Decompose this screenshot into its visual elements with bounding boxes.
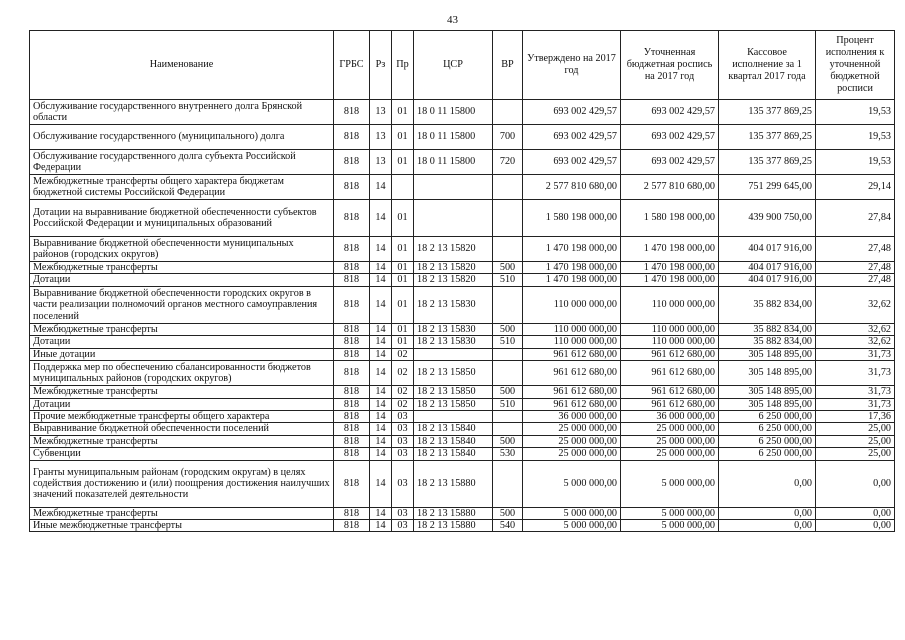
cell-rz: 14 [370, 460, 392, 507]
cell-rz: 14 [370, 361, 392, 386]
budget-table [29, 30, 895, 532]
cell-refined: 25 000 000,00 [621, 448, 719, 460]
cell-rz: 13 [370, 150, 392, 175]
cell-percent: 27,48 [816, 237, 895, 262]
cell-pr [392, 175, 414, 200]
table-row [30, 386, 895, 398]
cell-rz: 14 [370, 435, 392, 447]
cell-csr: 18 2 13 15820 [414, 262, 493, 274]
cell-csr: 18 0 11 15800 [414, 125, 493, 150]
cell-name: Выравнивание бюджетной обеспеченности городских округов в части реализации полномочий органов местного самоуправления поселений [30, 286, 334, 323]
header-approved: Утверждено на 2017 год [523, 31, 621, 100]
table-row [30, 274, 895, 286]
cell-percent: 27,84 [816, 200, 895, 237]
cell-vr: 700 [493, 125, 523, 150]
cell-grbs: 818 [334, 348, 370, 360]
cell-pr: 01 [392, 200, 414, 237]
cell-csr: 18 0 11 15800 [414, 150, 493, 175]
cell-rz: 14 [370, 200, 392, 237]
table-row [30, 348, 895, 360]
cell-pr: 01 [392, 262, 414, 274]
cell-grbs: 818 [334, 175, 370, 200]
cell-grbs: 818 [334, 262, 370, 274]
cell-grbs: 818 [334, 274, 370, 286]
cell-refined: 961 612 680,00 [621, 398, 719, 410]
table-row [30, 150, 895, 175]
cell-csr: 18 2 13 15840 [414, 435, 493, 447]
cell-percent: 29,14 [816, 175, 895, 200]
cell-refined: 36 000 000,00 [621, 410, 719, 422]
cell-name: Иные дотации [30, 348, 334, 360]
cell-approved: 961 612 680,00 [523, 361, 621, 386]
cell-approved: 25 000 000,00 [523, 435, 621, 447]
cell-approved: 961 612 680,00 [523, 386, 621, 398]
cell-refined: 1 580 198 000,00 [621, 200, 719, 237]
cell-grbs: 818 [334, 286, 370, 323]
cell-vr: 510 [493, 274, 523, 286]
cell-csr: 18 2 13 15830 [414, 286, 493, 323]
cell-pr: 01 [392, 100, 414, 125]
table-row [30, 423, 895, 435]
cell-refined: 5 000 000,00 [621, 520, 719, 532]
cell-cash: 305 148 895,00 [719, 361, 816, 386]
cell-vr [493, 410, 523, 422]
cell-rz: 14 [370, 410, 392, 422]
cell-refined: 25 000 000,00 [621, 423, 719, 435]
cell-vr [493, 175, 523, 200]
cell-rz: 14 [370, 398, 392, 410]
cell-cash: 0,00 [719, 507, 816, 519]
cell-grbs: 818 [334, 520, 370, 532]
cell-approved: 1 470 198 000,00 [523, 274, 621, 286]
cell-name: Гранты муниципальным районам (городским округам) в целях содействия достижению и (или) поощрения достижения наилучших значений показателей деятельности [30, 460, 334, 507]
table-row [30, 448, 895, 460]
cell-rz: 14 [370, 286, 392, 323]
cell-percent: 0,00 [816, 520, 895, 532]
cell-approved: 110 000 000,00 [523, 336, 621, 348]
table-row [30, 410, 895, 422]
cell-pr: 02 [392, 398, 414, 410]
cell-percent: 27,48 [816, 262, 895, 274]
cell-name: Межбюджетные трансферты [30, 435, 334, 447]
table-row [30, 286, 895, 323]
cell-pr: 03 [392, 435, 414, 447]
table-row [30, 237, 895, 262]
cell-cash: 6 250 000,00 [719, 448, 816, 460]
cell-cash: 305 148 895,00 [719, 348, 816, 360]
header-vr: ВР [493, 31, 523, 100]
cell-name: Межбюджетные трансферты [30, 262, 334, 274]
cell-rz: 14 [370, 274, 392, 286]
cell-cash: 6 250 000,00 [719, 435, 816, 447]
cell-rz: 14 [370, 175, 392, 200]
cell-rz: 14 [370, 520, 392, 532]
cell-cash: 135 377 869,25 [719, 100, 816, 125]
cell-cash: 751 299 645,00 [719, 175, 816, 200]
cell-vr [493, 361, 523, 386]
table-row [30, 200, 895, 237]
cell-refined: 1 470 198 000,00 [621, 262, 719, 274]
cell-name: Прочие межбюджетные трансферты общего характера [30, 410, 334, 422]
cell-percent: 19,53 [816, 150, 895, 175]
table-row [30, 336, 895, 348]
table-row [30, 520, 895, 532]
table-row [30, 361, 895, 386]
cell-percent: 17,36 [816, 410, 895, 422]
table-row [30, 507, 895, 519]
cell-csr [414, 410, 493, 422]
cell-name: Обслуживание государственного внутреннего долга Брянской области [30, 100, 334, 125]
cell-refined: 693 002 429,57 [621, 125, 719, 150]
cell-percent: 32,62 [816, 336, 895, 348]
cell-approved: 25 000 000,00 [523, 448, 621, 460]
cell-grbs: 818 [334, 410, 370, 422]
cell-vr: 500 [493, 507, 523, 519]
cell-grbs: 818 [334, 386, 370, 398]
cell-grbs: 818 [334, 423, 370, 435]
cell-approved: 961 612 680,00 [523, 398, 621, 410]
cell-name: Дотации [30, 336, 334, 348]
cell-name: Дотации [30, 274, 334, 286]
cell-vr: 540 [493, 520, 523, 532]
cell-csr: 18 2 13 15850 [414, 386, 493, 398]
cell-name: Обслуживание государственного (муниципального) долга [30, 125, 334, 150]
header-pr: Пр [392, 31, 414, 100]
cell-vr [493, 348, 523, 360]
cell-pr: 01 [392, 237, 414, 262]
cell-approved: 5 000 000,00 [523, 520, 621, 532]
cell-refined: 25 000 000,00 [621, 435, 719, 447]
cell-vr [493, 460, 523, 507]
cell-percent: 25,00 [816, 448, 895, 460]
cell-refined: 961 612 680,00 [621, 386, 719, 398]
cell-rz: 13 [370, 125, 392, 150]
cell-csr [414, 348, 493, 360]
cell-name: Выравнивание бюджетной обеспеченности поселений [30, 423, 334, 435]
cell-percent: 0,00 [816, 460, 895, 507]
table-row [30, 175, 895, 200]
cell-csr: 18 2 13 15850 [414, 361, 493, 386]
cell-pr: 02 [392, 361, 414, 386]
cell-vr [493, 237, 523, 262]
cell-pr: 03 [392, 448, 414, 460]
cell-percent: 32,62 [816, 323, 895, 335]
cell-vr [493, 423, 523, 435]
cell-vr [493, 100, 523, 125]
cell-vr: 500 [493, 323, 523, 335]
cell-pr: 02 [392, 386, 414, 398]
cell-grbs: 818 [334, 460, 370, 507]
cell-approved: 5 000 000,00 [523, 460, 621, 507]
cell-cash: 135 377 869,25 [719, 150, 816, 175]
cell-approved: 693 002 429,57 [523, 150, 621, 175]
cell-approved: 25 000 000,00 [523, 423, 621, 435]
cell-csr [414, 200, 493, 237]
cell-rz: 14 [370, 386, 392, 398]
cell-vr: 720 [493, 150, 523, 175]
cell-grbs: 818 [334, 323, 370, 335]
cell-csr: 18 2 13 15880 [414, 520, 493, 532]
cell-rz: 14 [370, 336, 392, 348]
cell-approved: 110 000 000,00 [523, 323, 621, 335]
header-grbs: ГРБС [334, 31, 370, 100]
cell-name: Обслуживание государственного долга субъекта Российской Федерации [30, 150, 334, 175]
cell-name: Межбюджетные трансферты [30, 386, 334, 398]
cell-cash: 404 017 916,00 [719, 237, 816, 262]
cell-percent: 27,48 [816, 274, 895, 286]
header-refined: Уточненная бюджетная роспись на 2017 год [621, 31, 719, 100]
cell-pr: 03 [392, 423, 414, 435]
cell-percent: 0,00 [816, 507, 895, 519]
cell-grbs: 818 [334, 200, 370, 237]
cell-cash: 135 377 869,25 [719, 125, 816, 150]
cell-cash: 35 882 834,00 [719, 286, 816, 323]
cell-name: Межбюджетные трансферты общего характера бюджетам бюджетной системы Российской Федерации [30, 175, 334, 200]
table-row [30, 460, 895, 507]
cell-approved: 36 000 000,00 [523, 410, 621, 422]
cell-grbs: 818 [334, 507, 370, 519]
cell-csr: 18 2 13 15880 [414, 460, 493, 507]
cell-vr [493, 286, 523, 323]
cell-refined: 110 000 000,00 [621, 286, 719, 323]
cell-refined: 693 002 429,57 [621, 150, 719, 175]
cell-cash: 404 017 916,00 [719, 274, 816, 286]
cell-name: Дотации на выравнивание бюджетной обеспеченности субъектов Российской Федерации и муниципальных образований [30, 200, 334, 237]
cell-grbs: 818 [334, 336, 370, 348]
cell-approved: 1 470 198 000,00 [523, 237, 621, 262]
cell-cash: 0,00 [719, 520, 816, 532]
cell-refined: 5 000 000,00 [621, 460, 719, 507]
cell-csr: 18 2 13 15840 [414, 448, 493, 460]
cell-refined: 961 612 680,00 [621, 361, 719, 386]
cell-pr: 03 [392, 460, 414, 507]
cell-refined: 961 612 680,00 [621, 348, 719, 360]
cell-percent: 31,73 [816, 398, 895, 410]
cell-pr: 03 [392, 410, 414, 422]
cell-grbs: 818 [334, 237, 370, 262]
cell-approved: 5 000 000,00 [523, 507, 621, 519]
cell-pr: 01 [392, 274, 414, 286]
cell-name: Выравнивание бюджетной обеспеченности муниципальных районов (городских округов) [30, 237, 334, 262]
cell-percent: 25,00 [816, 423, 895, 435]
cell-pr: 01 [392, 286, 414, 323]
cell-approved: 1 580 198 000,00 [523, 200, 621, 237]
cell-csr: 18 2 13 15840 [414, 423, 493, 435]
cell-refined: 110 000 000,00 [621, 336, 719, 348]
page-number: 43 [447, 14, 458, 26]
table-body [30, 100, 895, 532]
cell-rz: 14 [370, 323, 392, 335]
cell-percent: 19,53 [816, 125, 895, 150]
cell-rz: 14 [370, 423, 392, 435]
cell-name: Поддержка мер по обеспечению сбалансированности бюджетов муниципальных районов (городских округов) [30, 361, 334, 386]
cell-percent: 31,73 [816, 386, 895, 398]
cell-percent: 31,73 [816, 348, 895, 360]
cell-rz: 14 [370, 348, 392, 360]
header-rz: Рз [370, 31, 392, 100]
cell-vr [493, 200, 523, 237]
table-row [30, 125, 895, 150]
cell-cash: 35 882 834,00 [719, 336, 816, 348]
cell-rz: 14 [370, 237, 392, 262]
cell-percent: 32,62 [816, 286, 895, 323]
cell-csr: 18 2 13 15830 [414, 336, 493, 348]
table-row [30, 398, 895, 410]
cell-percent: 25,00 [816, 435, 895, 447]
cell-refined: 2 577 810 680,00 [621, 175, 719, 200]
cell-vr: 500 [493, 262, 523, 274]
cell-pr: 03 [392, 507, 414, 519]
cell-cash: 439 900 750,00 [719, 200, 816, 237]
cell-approved: 2 577 810 680,00 [523, 175, 621, 200]
cell-grbs: 818 [334, 150, 370, 175]
header-name: Наименование [30, 31, 334, 100]
cell-approved: 693 002 429,57 [523, 125, 621, 150]
cell-percent: 31,73 [816, 361, 895, 386]
table-row [30, 262, 895, 274]
cell-cash: 35 882 834,00 [719, 323, 816, 335]
cell-refined: 1 470 198 000,00 [621, 274, 719, 286]
table-row [30, 323, 895, 335]
cell-refined: 1 470 198 000,00 [621, 237, 719, 262]
cell-csr: 18 0 11 15800 [414, 100, 493, 125]
cell-cash: 305 148 895,00 [719, 398, 816, 410]
cell-pr: 01 [392, 323, 414, 335]
cell-percent: 19,53 [816, 100, 895, 125]
cell-name: Субвенции [30, 448, 334, 460]
cell-cash: 6 250 000,00 [719, 410, 816, 422]
cell-grbs: 818 [334, 361, 370, 386]
table-header-row [30, 31, 895, 100]
cell-vr: 510 [493, 336, 523, 348]
cell-name: Дотации [30, 398, 334, 410]
cell-approved: 1 470 198 000,00 [523, 262, 621, 274]
cell-approved: 961 612 680,00 [523, 348, 621, 360]
cell-name: Иные межбюджетные трансферты [30, 520, 334, 532]
cell-csr [414, 175, 493, 200]
table-row [30, 435, 895, 447]
header-percent: Процент исполнения к уточненной бюджетной росписи [816, 31, 895, 100]
cell-grbs: 818 [334, 100, 370, 125]
cell-pr: 01 [392, 336, 414, 348]
cell-approved: 693 002 429,57 [523, 100, 621, 125]
cell-pr: 01 [392, 125, 414, 150]
cell-refined: 693 002 429,57 [621, 100, 719, 125]
cell-cash: 305 148 895,00 [719, 386, 816, 398]
cell-cash: 404 017 916,00 [719, 262, 816, 274]
cell-vr: 500 [493, 435, 523, 447]
cell-csr: 18 2 13 15880 [414, 507, 493, 519]
cell-csr: 18 2 13 15820 [414, 237, 493, 262]
cell-grbs: 818 [334, 398, 370, 410]
cell-pr: 03 [392, 520, 414, 532]
cell-grbs: 818 [334, 435, 370, 447]
cell-approved: 110 000 000,00 [523, 286, 621, 323]
cell-cash: 6 250 000,00 [719, 423, 816, 435]
cell-csr: 18 2 13 15850 [414, 398, 493, 410]
cell-rz: 14 [370, 262, 392, 274]
cell-vr: 530 [493, 448, 523, 460]
cell-name: Межбюджетные трансферты [30, 323, 334, 335]
cell-rz: 14 [370, 448, 392, 460]
header-cash: Кассовое исполнение за 1 квартал 2017 года [719, 31, 816, 100]
cell-rz: 14 [370, 507, 392, 519]
cell-refined: 110 000 000,00 [621, 323, 719, 335]
table-row [30, 100, 895, 125]
cell-grbs: 818 [334, 125, 370, 150]
cell-cash: 0,00 [719, 460, 816, 507]
cell-refined: 5 000 000,00 [621, 507, 719, 519]
cell-grbs: 818 [334, 448, 370, 460]
header-csr: ЦСР [414, 31, 493, 100]
cell-rz: 13 [370, 100, 392, 125]
cell-vr: 510 [493, 398, 523, 410]
cell-csr: 18 2 13 15820 [414, 274, 493, 286]
cell-name: Межбюджетные трансферты [30, 507, 334, 519]
cell-csr: 18 2 13 15830 [414, 323, 493, 335]
cell-pr: 02 [392, 348, 414, 360]
cell-vr: 500 [493, 386, 523, 398]
cell-pr: 01 [392, 150, 414, 175]
